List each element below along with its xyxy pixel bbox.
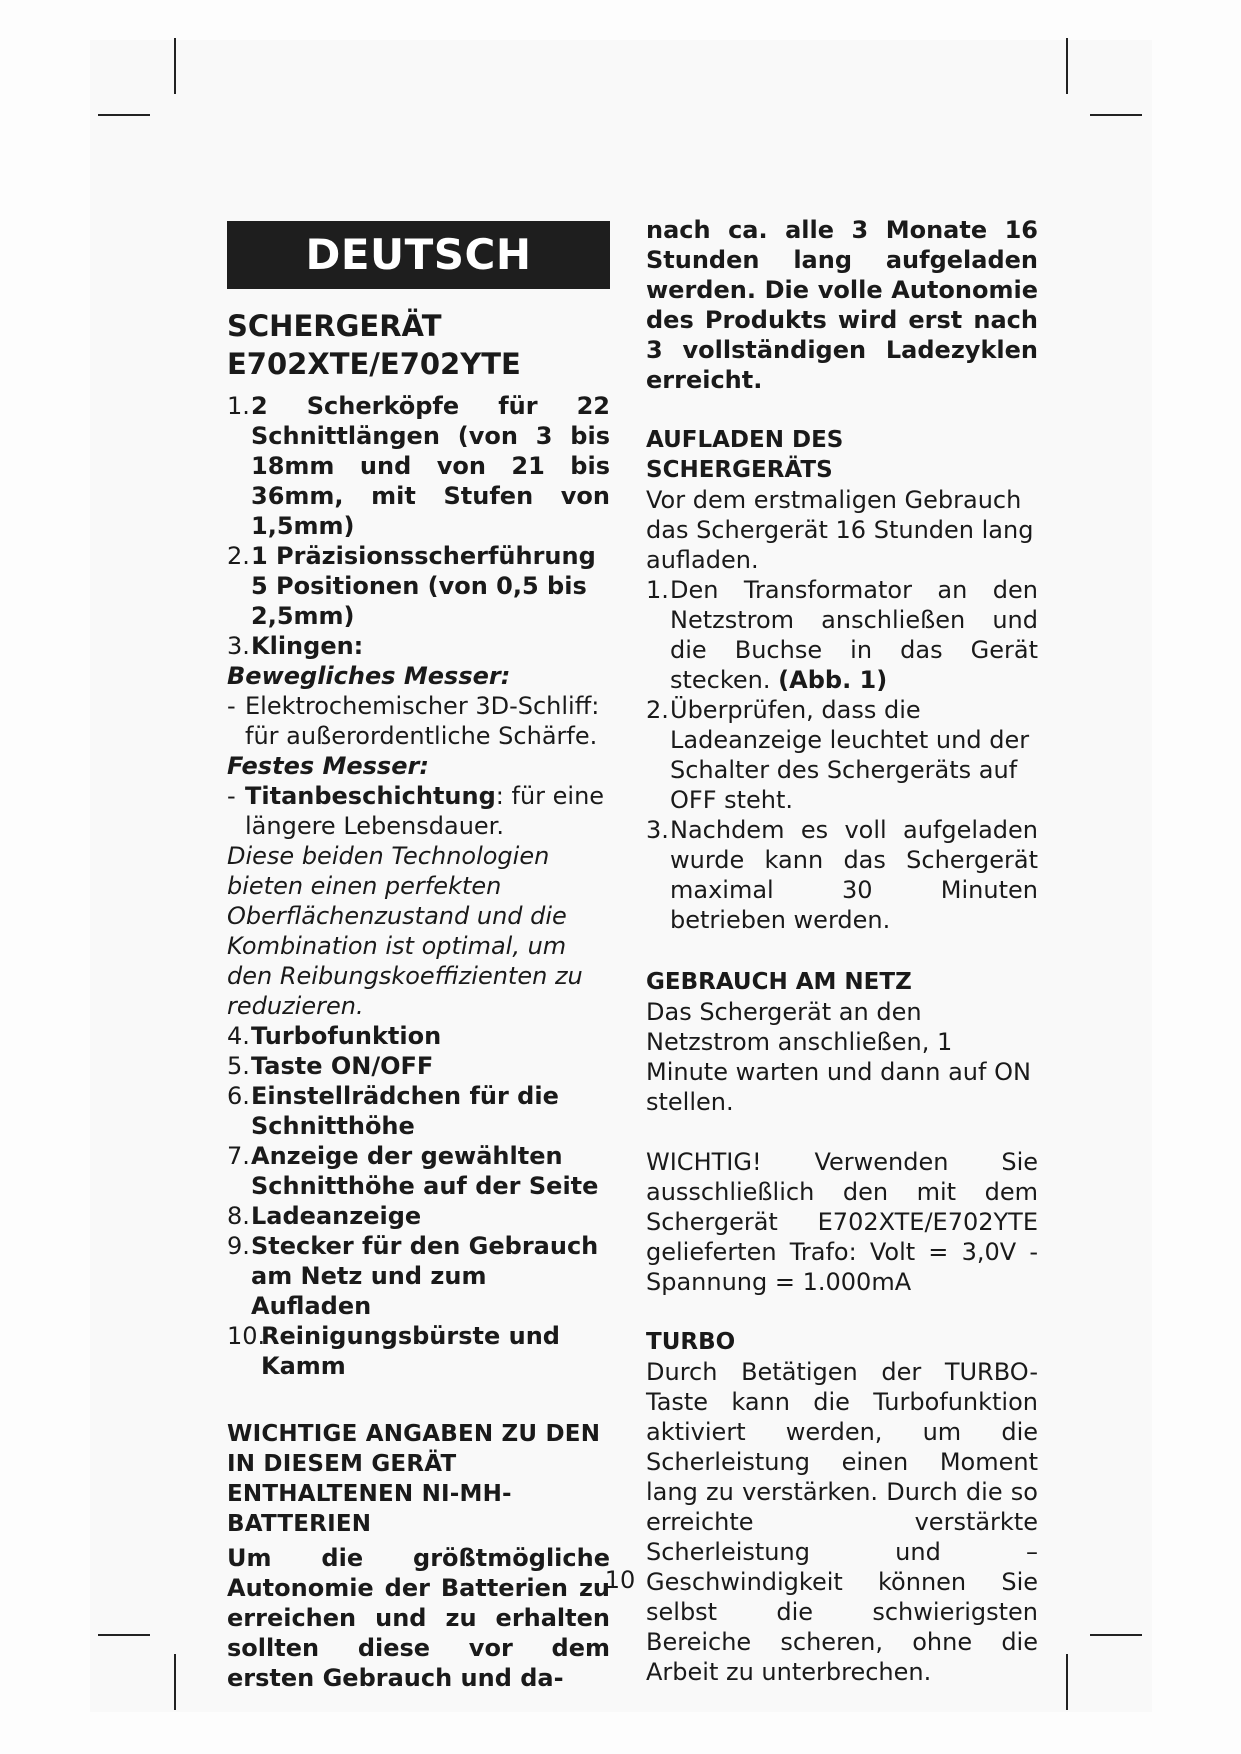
list-item: 9. Stecker für den Gebrauch am Netz und zum Aufladen [227, 1232, 599, 1320]
crop-mark [98, 114, 150, 116]
list-item: 2. 1 Präzisionsscherführung 5 Positionen (von 0,5 bis 2,5mm) [227, 542, 596, 630]
product-title-line2: E702XTE/E702YTE [227, 347, 521, 381]
moving-blade-item: - Elektrochemischer 3D-Schliff: für außerordentliche Schärfe. [227, 692, 600, 750]
right-column [646, 215, 1038, 1687]
product-title [227, 307, 610, 383]
list-item: 7. Anzeige der gewählten Schnitthöhe auf der Seite [227, 1142, 599, 1200]
battery-text-part2: nach ca. alle 3 Monate 16 Stunden lang aufgeladen werden. Die volle Autonomie des Produkts wird erst nach 3 vollständigen Ladezyklen erreicht. [646, 216, 1038, 394]
left-column [227, 210, 610, 1693]
language-banner: DEUTSCH [227, 221, 610, 289]
charging-intro: Vor dem erstmaligen Gebrauch das Schergerät 16 Stunden lang aufladen. [646, 486, 1034, 574]
crop-mark [174, 1654, 176, 1710]
list-item: 10. Reinigungsbürste und Kamm [227, 1322, 560, 1380]
list-item: 6. Einstellrädchen für die Schnitthöhe [227, 1082, 559, 1140]
crop-mark [98, 1634, 150, 1636]
page-number: 10 [604, 1566, 636, 1594]
fixed-blade-title: Festes Messer: [227, 752, 429, 780]
crop-mark [174, 38, 176, 94]
technology-summary: Diese beiden Technologien bieten einen perfekten Oberflächenzustand und die Kombination ist optimal, um den Reibungskoeffizienten zu reduzieren. [227, 842, 583, 1020]
crop-mark [1066, 38, 1068, 94]
list-item: 3. Nachdem es voll aufgeladen wurde kann das Schergerät maximal 30 Minuten betrieben werden. [646, 816, 1038, 934]
crop-mark [1090, 1634, 1142, 1636]
mains-section-title: GEBRAUCH AM NETZ [646, 969, 912, 995]
figure-reference: (Abb. 1) [778, 666, 888, 694]
mains-text: Das Schergerät an den Netzstrom anschließen, 1 Minute warten und dann auf ON stellen. [646, 998, 1031, 1116]
charging-section-title: AUFLADEN DES SCHERGERÄTS [646, 427, 844, 483]
list-item: 5. Taste ON/OFF [227, 1052, 434, 1080]
list-item: 1. 2 Scherköpfe für 22 Schnittlängen (von 3 bis 18mm und von 21 bis 36mm, mit Stufen von 1,5mm) [227, 392, 610, 540]
fixed-blade-item: - Titanbeschichtung: für eine längere Lebensdauer. [227, 782, 605, 840]
battery-section-title: WICHTIGE ANGABEN ZU DEN IN DIESEM GERÄT ENTHALTENEN NI-MH-BATTERIEN [227, 1421, 601, 1537]
product-title-line1: SCHERGERÄT [227, 309, 442, 343]
turbo-section-title: TURBO [646, 1329, 736, 1355]
list-item: 1. Den Transformator an den Netzstrom anschließen und die Buchse in das Gerät stecken. (Abb. 1) [646, 576, 1038, 694]
battery-text-part1: Um die größtmögliche Autonomie der Batterien zu erreichen und zu erhalten sollten diese vor dem ersten Gebrauch und da- [227, 1544, 610, 1692]
crop-mark [1066, 1654, 1068, 1710]
list-item: 2. Überprüfen, dass die Ladeanzeige leuchtet und der Schalter des Schergeräts auf OFF steht. [646, 696, 1030, 814]
list-item: 4. Turbofunktion [227, 1022, 442, 1050]
crop-mark [1090, 114, 1142, 116]
list-item: 8. Ladeanzeige [227, 1202, 422, 1230]
list-item: 3. Klingen: [227, 632, 364, 660]
moving-blade-title: Bewegliches Messer: [227, 662, 511, 690]
turbo-text: Durch Betätigen der TURBO-Taste kann die Turbofunktion aktiviert werden, um die Scherleistung einen Moment lang zu verstärken. Durch die so erreichte verstärkte Scherleistung und –Geschwindigkeit können Sie selbst die schwierigsten Bereiche scheren, ohne die Arbeit zu unterbrechen. [646, 1358, 1038, 1686]
warning-text: WICHTIG! Verwenden Sie ausschließlich den mit dem Schergerät E702XTE/E702YTE gelieferten Trafo: Volt = 3,0V - Spannung = 1.000mA [646, 1148, 1038, 1296]
